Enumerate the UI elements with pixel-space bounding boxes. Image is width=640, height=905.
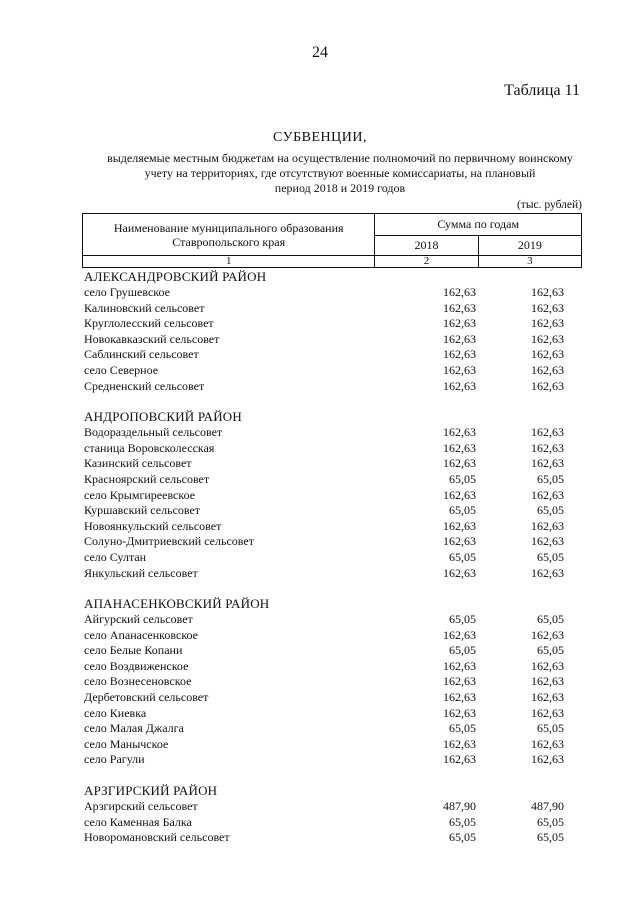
value-2019: 162,63 (531, 331, 564, 346)
value-2018: 65,05 (449, 549, 476, 564)
value-2018: 162,63 (443, 331, 476, 346)
value-2018: 162,63 (443, 378, 476, 393)
value-2019: 162,63 (531, 456, 564, 471)
value-2019: 162,63 (531, 518, 564, 533)
value-2018: 162,63 (443, 285, 476, 299)
municipality-name: село Рагули (84, 752, 145, 767)
value-2019: 162,63 (531, 627, 564, 642)
table-row (84, 612, 584, 628)
municipality-name: село Каменная Балка (84, 814, 192, 829)
value-2019: 162,63 (531, 425, 564, 440)
table-row (84, 830, 584, 846)
value-2018: 162,63 (443, 362, 476, 377)
table-row (84, 721, 584, 737)
table-row (84, 488, 584, 504)
table-row (84, 472, 584, 488)
value-2019: 65,05 (537, 503, 564, 518)
value-2019: 65,05 (537, 549, 564, 564)
municipality-name: Водораздельный сельсовет (84, 425, 223, 440)
value-2018: 162,63 (443, 674, 476, 689)
table-row (84, 503, 584, 519)
district-heading: АРЗГИРСКИЙ РАЙОН (84, 783, 218, 799)
value-2018: 162,63 (443, 440, 476, 455)
table-row (84, 534, 584, 550)
value-2018: 162,63 (443, 316, 476, 331)
value-2019: 65,05 (537, 643, 564, 658)
value-2019: 162,63 (531, 534, 564, 549)
header-name-line: Наименование муниципального образования (113, 220, 344, 235)
value-2019: 65,05 (537, 471, 564, 486)
header-sum-cell: Сумма по годам (375, 214, 582, 236)
municipality-name: село Вознесеновское (84, 674, 192, 689)
table-row (84, 706, 584, 722)
table-body (84, 268, 584, 846)
table-row (84, 519, 584, 535)
value-2019: 65,05 (537, 814, 564, 829)
subtitle-line: выделяемые местным бюджетам на осуществление полномочий по первичному воинскому (107, 151, 573, 165)
value-2019: 162,63 (531, 658, 564, 673)
section-gap (84, 581, 584, 595)
value-2019: 162,63 (531, 440, 564, 455)
value-2018: 162,63 (443, 690, 476, 705)
document-title: СУБВЕНЦИИ, (273, 130, 367, 145)
municipality-name: Солуно-Дмитриевский сельсовет (84, 534, 254, 549)
table-row (84, 363, 584, 379)
value-2019: 162,63 (531, 285, 564, 299)
header-year-2019: 2019 (478, 236, 581, 256)
municipality-name: Куршавский сельсовет (84, 503, 201, 518)
value-2019: 65,05 (537, 830, 564, 845)
value-2019: 162,63 (531, 347, 564, 362)
value-2019: 162,63 (531, 690, 564, 705)
municipality-name: Янкульский сельсовет (84, 565, 198, 580)
table-row (84, 379, 584, 395)
municipality-name: Казинский сельсовет (84, 456, 192, 471)
value-2018: 162,63 (443, 347, 476, 362)
value-2018: 65,05 (449, 643, 476, 658)
header-name-line: Ставропольского края (172, 234, 286, 249)
municipality-name: станица Воровсколесская (84, 440, 215, 455)
value-2018: 162,63 (443, 456, 476, 471)
municipality-name: село Белые Копани (84, 643, 183, 658)
section-gap (84, 768, 584, 782)
header-name-cell (83, 214, 375, 256)
value-2018: 162,63 (443, 736, 476, 751)
table-row (84, 347, 584, 363)
municipality-name: село Киевка (84, 705, 147, 720)
value-2019: 162,63 (531, 487, 564, 502)
value-2018: 65,05 (449, 814, 476, 829)
table-row (84, 332, 584, 348)
table-row (84, 441, 584, 457)
table-row (84, 316, 584, 332)
header-num-1: 1 (83, 256, 375, 268)
value-2019: 162,63 (531, 752, 564, 767)
municipality-name: село Малая Джалга (84, 721, 184, 736)
value-2019: 162,63 (531, 378, 564, 393)
table-row (84, 550, 584, 566)
municipality-name: село Северное (84, 362, 159, 377)
value-2019: 487,90 (531, 799, 564, 814)
value-2018: 65,05 (449, 830, 476, 845)
municipality-name: село Воздвиженское (84, 658, 189, 673)
value-2018: 65,05 (449, 612, 476, 627)
table-row (84, 456, 584, 472)
value-2019: 65,05 (537, 612, 564, 627)
table-row (84, 566, 584, 582)
municipality-name: Красноярский сельсовет (84, 471, 210, 486)
municipality-name: село Султан (84, 549, 147, 564)
table-row (84, 285, 584, 301)
document-subtitle (70, 151, 610, 196)
municipality-name: село Крымгиреевское (84, 487, 196, 502)
value-2019: 162,63 (531, 705, 564, 720)
table-row (84, 799, 584, 815)
value-2018: 162,63 (443, 518, 476, 533)
value-2018: 162,63 (443, 487, 476, 502)
value-2018: 162,63 (443, 534, 476, 549)
municipality-name: село Грушевское (84, 285, 170, 299)
header-num-3: 3 (478, 256, 581, 268)
table-label: Таблица 11 (504, 82, 580, 99)
value-2018: 162,63 (443, 627, 476, 642)
section-gap (84, 394, 584, 408)
table-row (84, 737, 584, 753)
municipality-name: село Манычское (84, 736, 169, 751)
table-row (84, 643, 584, 659)
municipality-name: Средненский сельсовет (84, 378, 205, 393)
value-2018: 162,63 (443, 300, 476, 315)
value-2018: 65,05 (449, 721, 476, 736)
municipality-name: Новоромановский сельсовет (84, 830, 230, 845)
header-year-2018: 2018 (375, 236, 478, 256)
value-2018: 65,05 (449, 471, 476, 486)
subtitle-line: период 2018 и 2019 годов (274, 181, 406, 195)
value-2018: 162,63 (443, 565, 476, 580)
value-2018: 162,63 (443, 425, 476, 440)
district-heading: АПАНАСЕНКОВСКИЙ РАЙОН (84, 596, 270, 612)
table-row (84, 674, 584, 690)
municipality-name: Круглолесский сельсовет (84, 316, 214, 331)
units-label: (тыс. рублей) (516, 199, 582, 211)
table-row (84, 301, 584, 317)
municipality-name: Новокавказский сельсовет (84, 331, 220, 346)
district-heading: АЛЕКСАНДРОВСКИЙ РАЙОН (84, 269, 267, 284)
value-2018: 162,63 (443, 752, 476, 767)
value-2019: 162,63 (531, 300, 564, 315)
table-row (84, 690, 584, 706)
value-2019: 162,63 (531, 736, 564, 751)
municipality-name: Калиновский сельсовет (84, 300, 205, 315)
value-2019: 162,63 (531, 362, 564, 377)
municipality-name: Новоянкульский сельсовет (84, 518, 222, 533)
table-row (84, 425, 584, 441)
table-header (82, 213, 582, 268)
table-row (84, 628, 584, 644)
value-2018: 487,90 (443, 799, 476, 814)
value-2019: 162,63 (531, 565, 564, 580)
value-2018: 162,63 (443, 658, 476, 673)
value-2019: 162,63 (531, 674, 564, 689)
table-row (84, 815, 584, 831)
municipality-name: Саблинский сельсовет (84, 347, 199, 362)
value-2018: 162,63 (443, 705, 476, 720)
table-row (84, 659, 584, 675)
municipality-name: Арзгирский сельсовет (84, 799, 198, 814)
value-2018: 65,05 (449, 503, 476, 518)
value-2019: 162,63 (531, 316, 564, 331)
page-number: 24 (312, 44, 328, 61)
municipality-name: Дербетовский сельсовет (84, 690, 209, 705)
municipality-name: село Апанасенковское (84, 627, 199, 642)
district-heading: АНДРОПОВСКИЙ РАЙОН (84, 409, 242, 425)
value-2019: 65,05 (537, 721, 564, 736)
municipality-name: Айгурский сельсовет (84, 612, 193, 627)
table-row (84, 752, 584, 768)
subtitle-line: учету на территориях, где отсутствуют военные комиссариаты, на плановый (144, 166, 536, 180)
header-num-2: 2 (375, 256, 478, 268)
